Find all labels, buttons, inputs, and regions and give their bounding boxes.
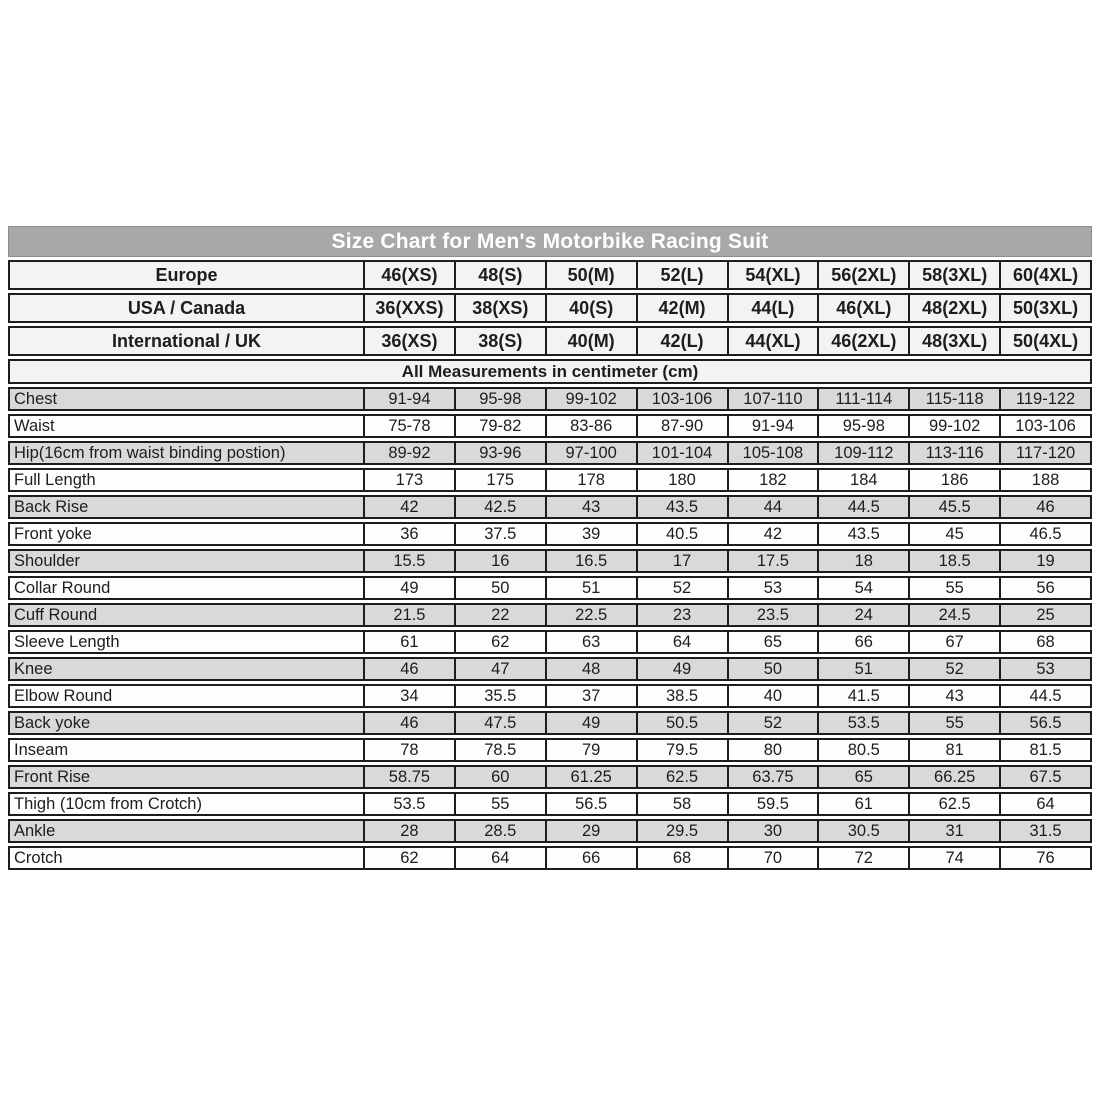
row-label: Inseam <box>14 740 69 759</box>
value-cell: 72 <box>817 848 908 868</box>
size-chart-table <box>8 226 1092 873</box>
value-cell: 61.25 <box>545 767 636 787</box>
value-cell: 56.5 <box>999 713 1090 733</box>
row-label: Collar Round <box>14 578 111 597</box>
value-cell: 56 <box>999 578 1090 598</box>
value-cell: 43 <box>545 497 636 517</box>
value-cell: 79 <box>545 740 636 760</box>
measurement-row <box>8 603 1092 627</box>
value-cell: 66 <box>817 632 908 652</box>
value-cell: 22 <box>454 605 545 625</box>
value-cell: 117-120 <box>999 443 1090 463</box>
value-cell: 46(2XL) <box>817 328 908 354</box>
value-cell: 50 <box>727 659 818 679</box>
row-label: Ankle <box>14 821 56 840</box>
value-cell: 47 <box>454 659 545 679</box>
row-label: International / UK <box>111 330 261 351</box>
measurement-row <box>8 387 1092 411</box>
value-cell: 101-104 <box>636 443 727 463</box>
value-cell: 79.5 <box>636 740 727 760</box>
value-cell: 66 <box>545 848 636 868</box>
value-cell: 115-118 <box>908 389 999 409</box>
value-cell: 45.5 <box>908 497 999 517</box>
row-label: Hip(16cm from waist binding postion) <box>14 443 286 462</box>
value-cell: 50(3XL) <box>999 295 1090 321</box>
value-cell: 74 <box>908 848 999 868</box>
value-cell: 35.5 <box>454 686 545 706</box>
value-cell: 40(S) <box>545 295 636 321</box>
value-cell: 62.5 <box>908 794 999 814</box>
measurement-row <box>8 549 1092 573</box>
value-cell: 18.5 <box>908 551 999 571</box>
value-cell: 46(XS) <box>363 262 454 288</box>
value-cell: 37 <box>545 686 636 706</box>
value-cell: 52 <box>908 659 999 679</box>
value-cell: 81 <box>908 740 999 760</box>
measurement-row <box>8 738 1092 762</box>
row-label: Sleeve Length <box>14 632 120 651</box>
measurement-row <box>8 792 1092 816</box>
value-cell: 186 <box>908 470 999 490</box>
value-cell: 99-102 <box>545 389 636 409</box>
value-cell: 23.5 <box>727 605 818 625</box>
value-cell: 36(XXS) <box>363 295 454 321</box>
measurement-row <box>8 765 1092 789</box>
chart-title <box>8 226 1092 257</box>
value-cell: 46 <box>363 713 454 733</box>
value-cell: 97-100 <box>545 443 636 463</box>
value-cell: 24 <box>817 605 908 625</box>
value-cell: 60(4XL) <box>999 262 1090 288</box>
value-cell: 48 <box>545 659 636 679</box>
value-cell: 43.5 <box>636 497 727 517</box>
measurement-row <box>8 657 1092 681</box>
value-cell: 80.5 <box>817 740 908 760</box>
value-cell: 95-98 <box>817 416 908 436</box>
value-cell: 55 <box>908 578 999 598</box>
value-cell: 81.5 <box>999 740 1090 760</box>
row-label: Front Rise <box>14 767 91 786</box>
measurement-row <box>8 576 1092 600</box>
value-cell: 93-96 <box>454 443 545 463</box>
value-cell: 45 <box>908 524 999 544</box>
value-cell: 109-112 <box>817 443 908 463</box>
value-cell: 62 <box>363 848 454 868</box>
value-cell: 53.5 <box>817 713 908 733</box>
value-cell: 61 <box>363 632 454 652</box>
value-cell: 51 <box>817 659 908 679</box>
row-label: Front yoke <box>14 524 92 543</box>
value-cell: 91-94 <box>727 416 818 436</box>
value-cell: 49 <box>636 659 727 679</box>
value-cell: 39 <box>545 524 636 544</box>
value-cell: 50(4XL) <box>999 328 1090 354</box>
value-cell: 46(XL) <box>817 295 908 321</box>
row-label: Europe <box>155 264 218 285</box>
value-cell: 42(L) <box>636 328 727 354</box>
value-cell: 53 <box>727 578 818 598</box>
value-cell: 60 <box>454 767 545 787</box>
value-cell: 75-78 <box>363 416 454 436</box>
value-cell: 178 <box>545 470 636 490</box>
value-cell: 29.5 <box>636 821 727 841</box>
value-cell: 50.5 <box>636 713 727 733</box>
value-cell: 43.5 <box>817 524 908 544</box>
value-cell: 49 <box>545 713 636 733</box>
value-cell: 184 <box>817 470 908 490</box>
value-cell: 50 <box>454 578 545 598</box>
measurement-row <box>8 522 1092 546</box>
row-label: Shoulder <box>14 551 81 570</box>
value-cell: 42.5 <box>454 497 545 517</box>
row-label: Crotch <box>14 848 63 867</box>
value-cell: 44(L) <box>727 295 818 321</box>
value-cell: 48(3XL) <box>908 328 999 354</box>
value-cell: 53.5 <box>363 794 454 814</box>
value-cell: 58.75 <box>363 767 454 787</box>
value-cell: 30.5 <box>817 821 908 841</box>
value-cell: 58(3XL) <box>908 262 999 288</box>
row-label: Full Length <box>14 470 96 489</box>
value-cell: 55 <box>908 713 999 733</box>
value-cell: 111-114 <box>817 389 908 409</box>
value-cell: 36 <box>363 524 454 544</box>
value-cell: 66.25 <box>908 767 999 787</box>
value-cell: 48(2XL) <box>908 295 999 321</box>
value-cell: 36(XS) <box>363 328 454 354</box>
value-cell: 53 <box>999 659 1090 679</box>
value-cell: 56(2XL) <box>817 262 908 288</box>
chart-title-text: Size Chart for Men's Motorbike Racing Suit <box>331 229 769 253</box>
value-cell: 52 <box>727 713 818 733</box>
value-cell: 103-106 <box>999 416 1090 436</box>
row-label: Elbow Round <box>14 686 113 705</box>
size-header-rows <box>8 260 1092 356</box>
row-label: Waist <box>14 416 55 435</box>
measurement-unit-note <box>8 359 1092 384</box>
value-cell: 68 <box>999 632 1090 652</box>
value-cell: 16 <box>454 551 545 571</box>
value-cell: 48(S) <box>454 262 545 288</box>
value-cell: 15.5 <box>363 551 454 571</box>
row-label: Thigh (10cm from Crotch) <box>14 794 202 813</box>
value-cell: 40 <box>727 686 818 706</box>
measurement-unit-note-text: All Measurements in centimeter (cm) <box>401 361 699 381</box>
value-cell: 41.5 <box>817 686 908 706</box>
row-label: USA / Canada <box>127 297 246 318</box>
value-cell: 64 <box>454 848 545 868</box>
value-cell: 17.5 <box>727 551 818 571</box>
size-header-row <box>8 293 1092 323</box>
value-cell: 54(XL) <box>727 262 818 288</box>
row-label: Cuff Round <box>14 605 98 624</box>
measurement-row <box>8 846 1092 870</box>
value-cell: 103-106 <box>636 389 727 409</box>
value-cell: 28 <box>363 821 454 841</box>
row-label: Back Rise <box>14 497 89 516</box>
value-cell: 22.5 <box>545 605 636 625</box>
measurement-row <box>8 819 1092 843</box>
value-cell: 62 <box>454 632 545 652</box>
value-cell: 30 <box>727 821 818 841</box>
value-cell: 50(M) <box>545 262 636 288</box>
measurement-row <box>8 711 1092 735</box>
value-cell: 42(M) <box>636 295 727 321</box>
value-cell: 44.5 <box>817 497 908 517</box>
value-cell: 24.5 <box>908 605 999 625</box>
value-cell: 79-82 <box>454 416 545 436</box>
value-cell: 87-90 <box>636 416 727 436</box>
value-cell: 37.5 <box>454 524 545 544</box>
value-cell: 18 <box>817 551 908 571</box>
value-cell: 175 <box>454 470 545 490</box>
size-header-row <box>8 260 1092 290</box>
value-cell: 76 <box>999 848 1090 868</box>
row-label: Knee <box>14 659 53 678</box>
value-cell: 25 <box>999 605 1090 625</box>
value-cell: 49 <box>363 578 454 598</box>
row-label: Back yoke <box>14 713 91 732</box>
value-cell: 61 <box>817 794 908 814</box>
value-cell: 64 <box>999 794 1090 814</box>
value-cell: 46.5 <box>999 524 1090 544</box>
measurement-row <box>8 684 1092 708</box>
value-cell: 78 <box>363 740 454 760</box>
value-cell: 21.5 <box>363 605 454 625</box>
row-label: Chest <box>14 389 58 408</box>
value-cell: 28.5 <box>454 821 545 841</box>
value-cell: 44.5 <box>999 686 1090 706</box>
value-cell: 180 <box>636 470 727 490</box>
value-cell: 34 <box>363 686 454 706</box>
value-cell: 59.5 <box>727 794 818 814</box>
value-cell: 55 <box>454 794 545 814</box>
value-cell: 80 <box>727 740 818 760</box>
value-cell: 23 <box>636 605 727 625</box>
value-cell: 188 <box>999 470 1090 490</box>
value-cell: 44(XL) <box>727 328 818 354</box>
value-cell: 62.5 <box>636 767 727 787</box>
value-cell: 64 <box>636 632 727 652</box>
value-cell: 51 <box>545 578 636 598</box>
value-cell: 70 <box>727 848 818 868</box>
value-cell: 68 <box>636 848 727 868</box>
value-cell: 42 <box>727 524 818 544</box>
value-cell: 107-110 <box>727 389 818 409</box>
value-cell: 67 <box>908 632 999 652</box>
value-cell: 52 <box>636 578 727 598</box>
measurement-row <box>8 441 1092 465</box>
measurement-row <box>8 414 1092 438</box>
value-cell: 16.5 <box>545 551 636 571</box>
value-cell: 63 <box>545 632 636 652</box>
measurement-rows <box>8 387 1092 870</box>
value-cell: 113-116 <box>908 443 999 463</box>
value-cell: 63.75 <box>727 767 818 787</box>
value-cell: 58 <box>636 794 727 814</box>
value-cell: 43 <box>908 686 999 706</box>
value-cell: 31 <box>908 821 999 841</box>
value-cell: 65 <box>817 767 908 787</box>
value-cell: 47.5 <box>454 713 545 733</box>
measurement-row <box>8 495 1092 519</box>
value-cell: 89-92 <box>363 443 454 463</box>
value-cell: 38(S) <box>454 328 545 354</box>
value-cell: 56.5 <box>545 794 636 814</box>
value-cell: 78.5 <box>454 740 545 760</box>
value-cell: 182 <box>727 470 818 490</box>
value-cell: 38(XS) <box>454 295 545 321</box>
measurement-row <box>8 468 1092 492</box>
value-cell: 91-94 <box>363 389 454 409</box>
value-cell: 19 <box>999 551 1090 571</box>
value-cell: 17 <box>636 551 727 571</box>
value-cell: 29 <box>545 821 636 841</box>
value-cell: 44 <box>727 497 818 517</box>
value-cell: 31.5 <box>999 821 1090 841</box>
value-cell: 83-86 <box>545 416 636 436</box>
value-cell: 40.5 <box>636 524 727 544</box>
value-cell: 46 <box>999 497 1090 517</box>
value-cell: 40(M) <box>545 328 636 354</box>
measurement-row <box>8 630 1092 654</box>
value-cell: 67.5 <box>999 767 1090 787</box>
size-header-row <box>8 326 1092 356</box>
value-cell: 65 <box>727 632 818 652</box>
value-cell: 105-108 <box>727 443 818 463</box>
value-cell: 119-122 <box>999 389 1090 409</box>
value-cell: 95-98 <box>454 389 545 409</box>
value-cell: 54 <box>817 578 908 598</box>
value-cell: 173 <box>363 470 454 490</box>
value-cell: 46 <box>363 659 454 679</box>
value-cell: 99-102 <box>908 416 999 436</box>
value-cell: 52(L) <box>636 262 727 288</box>
value-cell: 42 <box>363 497 454 517</box>
value-cell: 38.5 <box>636 686 727 706</box>
